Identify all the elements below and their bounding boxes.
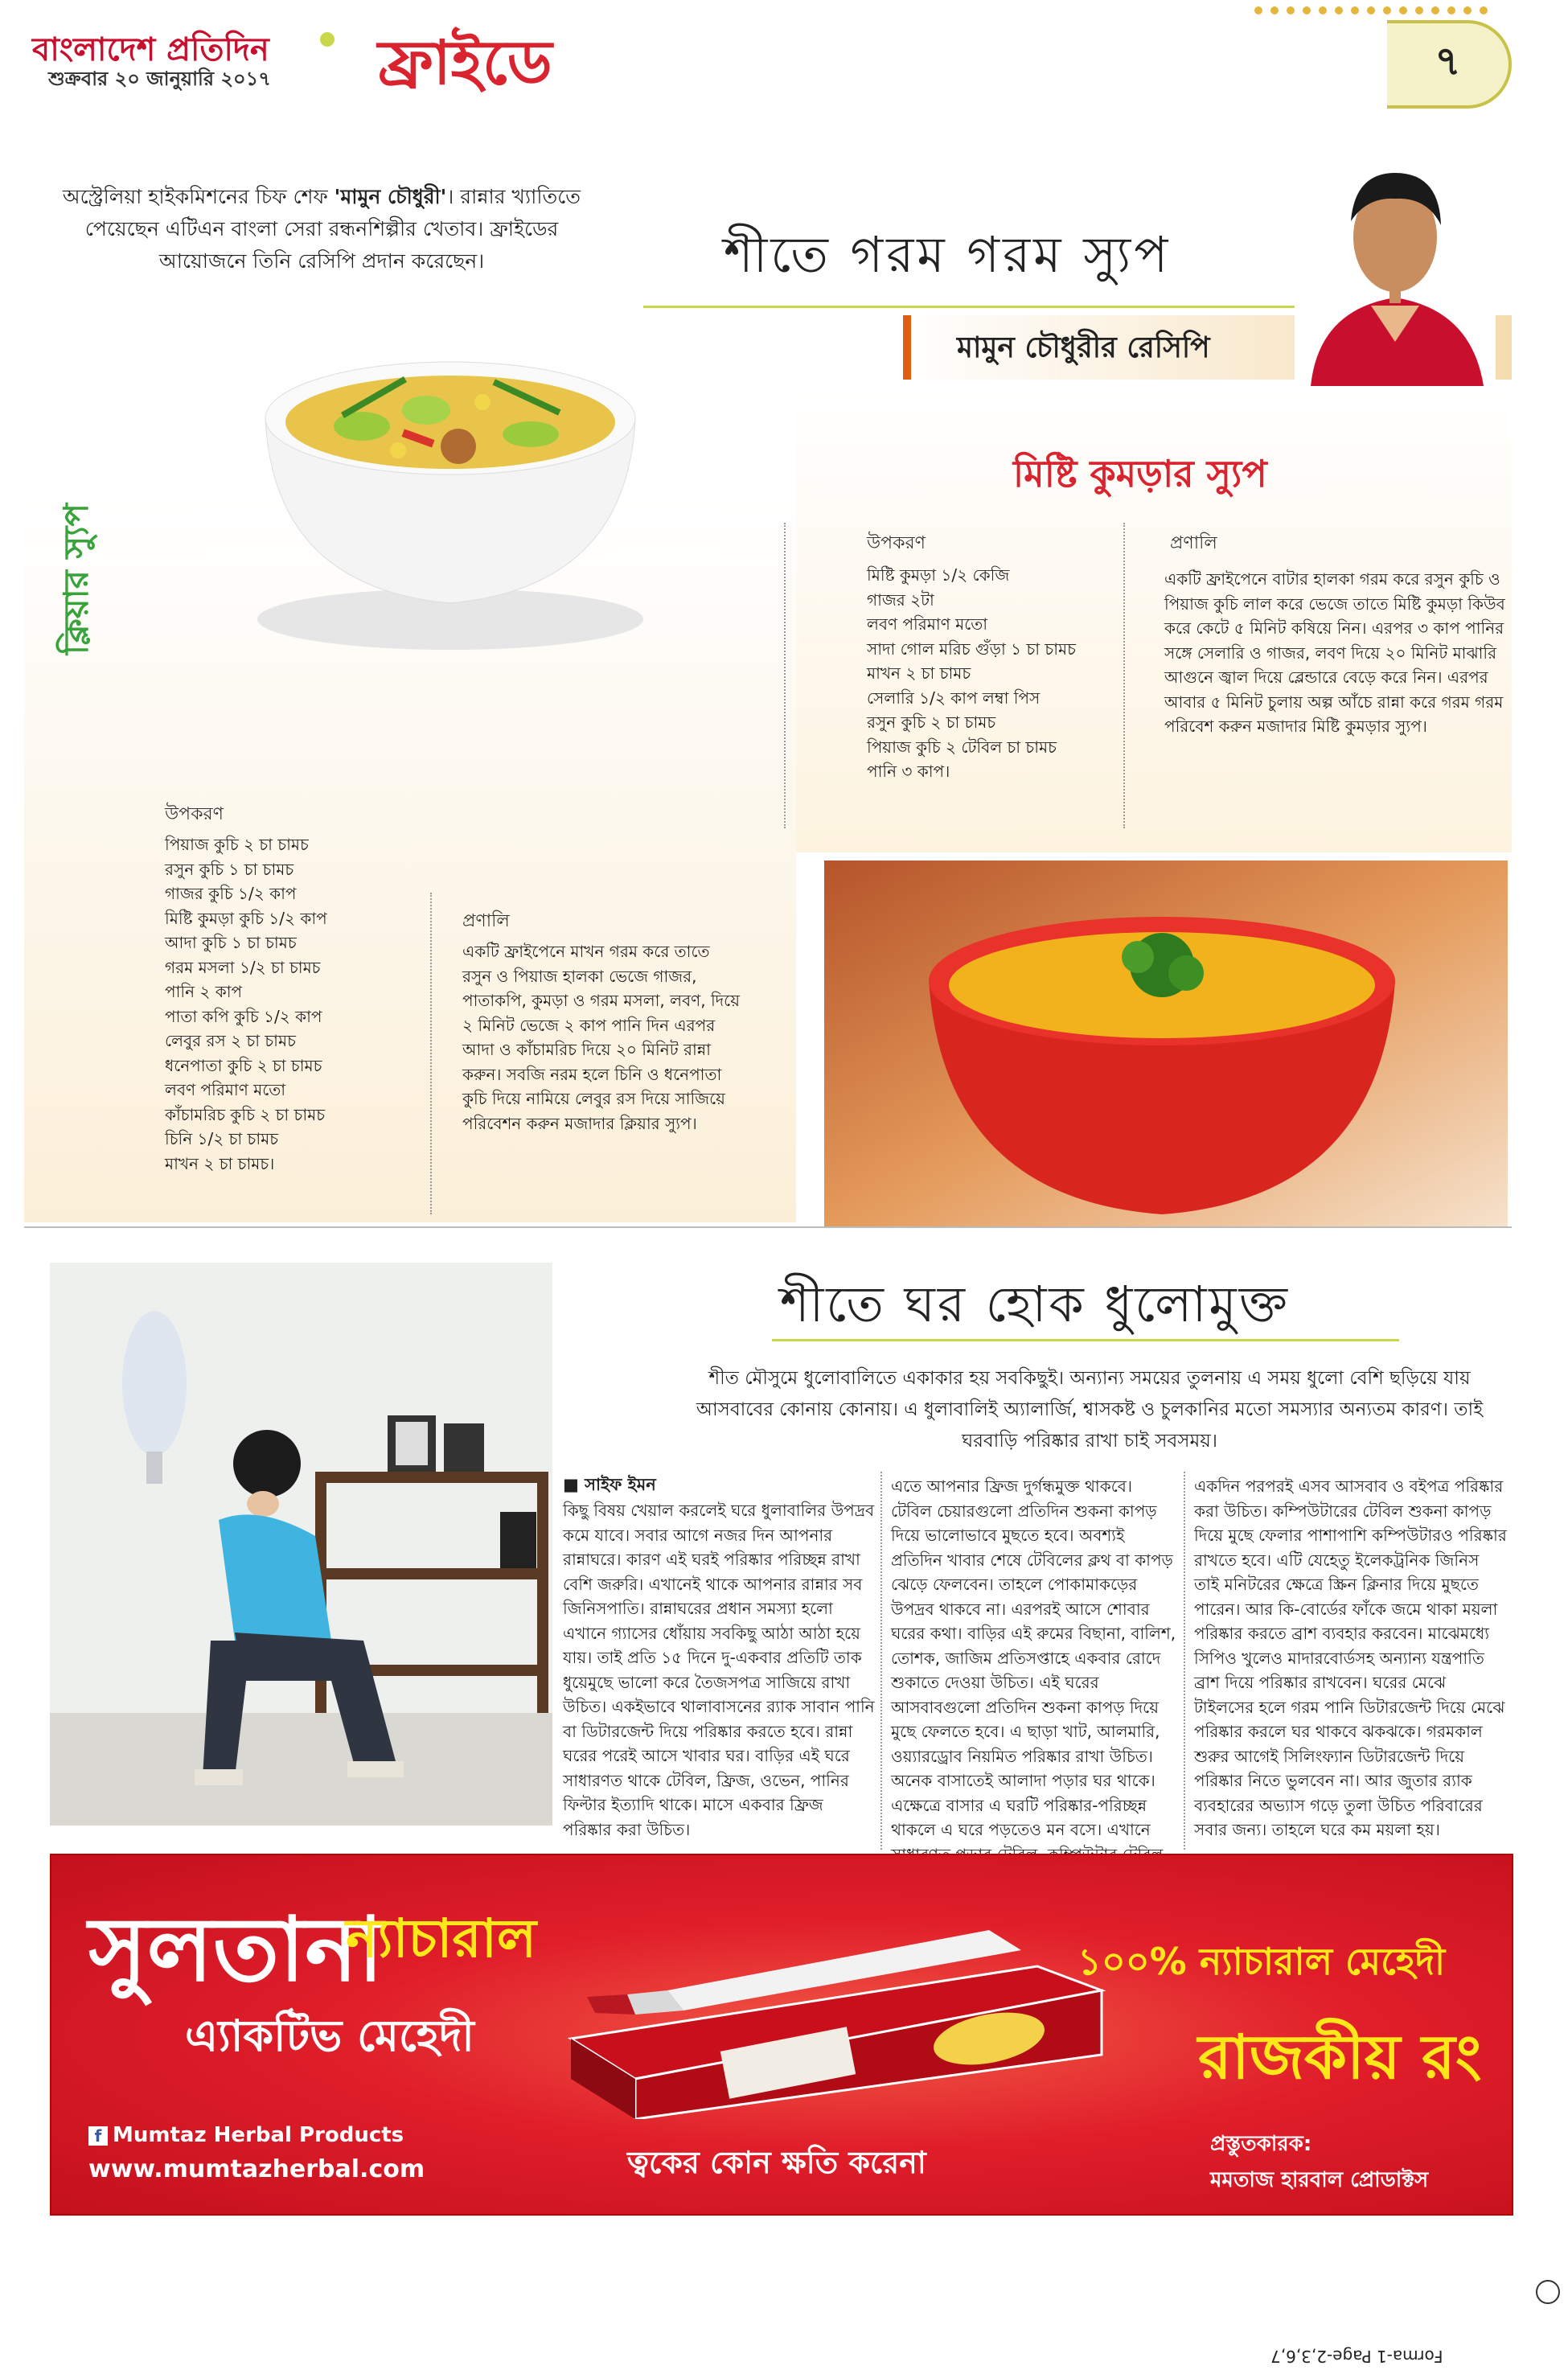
list-item: আদা কুচি ১ চা চামচ — [165, 933, 297, 952]
cleaning-woman-photo — [50, 1263, 552, 1826]
clear-soup-ingredients — [165, 832, 390, 1176]
clear-soup-ingredients-heading: উপকরণ — [165, 804, 224, 824]
ad-facebook[interactable] — [88, 2123, 404, 2147]
clear-soup-title: ক্লিয়ার স্যুপ — [56, 503, 96, 655]
pumpkin-soup-ingredients — [867, 563, 1108, 784]
pumpkin-soup-photo — [824, 860, 1508, 1226]
section-title: ফ্রাইডে — [378, 27, 552, 98]
ad-website-link[interactable]: www.mumtazherbal.com — [88, 2155, 425, 2183]
recipe-title: শীতে গরম গরম স্যুপ — [724, 225, 1172, 284]
recipe-byline: মামুন চৌধুরীর রেসিপি — [957, 331, 1210, 364]
ad-brand-name: সুলতানা — [88, 1897, 384, 2001]
chef-name: 'মামুন চৌধুরী' — [334, 185, 447, 208]
list-item: সাদা গোল মরিচ গুঁড়া ১ চা চামচ — [867, 639, 1076, 659]
list-item: পানি ৩ কাপ। — [867, 762, 950, 781]
byline-accent-bar — [903, 315, 911, 380]
pumpkin-soup-ingredients-heading: উপকরণ — [867, 533, 926, 553]
list-item: মাখন ২ চা চামচ — [867, 663, 971, 683]
facebook-icon: f — [88, 2126, 108, 2146]
list-item: লেবুর রস ২ চা চামচ — [165, 1031, 296, 1050]
ad-maker-label: প্রস্তুতকারক: — [1210, 2132, 1312, 2156]
list-item: লবণ পরিমাণ মতো — [165, 1080, 286, 1099]
issue-date: শুক্রবার ২০ জানুয়ারি ২০১৭ — [48, 68, 271, 90]
ad-skin-claim: ত্বকের কোন ক্ষতি করেনা — [627, 2145, 926, 2180]
column-divider — [1123, 523, 1125, 828]
pumpkin-soup-method-heading: প্রণালি — [1170, 533, 1217, 553]
article-column-2: এতে আপনার ফ্রিজ দুর্গন্ধমুক্ত থাকবে। টেবিল চেয়ারগুলো প্রতিদিন শুকনা কাপড় দিয়ে ভালোভাবে মুছতে হবে। অবশ্যই প্রতিদিন খাবার শেষে টেবিলের ক্লথ বা কাপড় ঝেড়ে ফেলবেন। তাহলে পোকামাকড়ের উপদ্রব থাকবে না। এরপরই আসে শোবার ঘরের কথা। বাড়ির এই রুমের বিছানা, বালিশ, তোশক, জাজিম প্রতিসপ্তাহে একবার রোদে শুকাতে দেওয়া উচিত। এই ঘরের আসবাবগুলো প্রতিদিন শুকনা কাপড় দিয়ে মুছে ফেলতে হবে। এ ছাড়া খাট, আলমারি, ওয়্যারড্রোব নিয়মিত পরিষ্কার রাখা উচিত। অনেক বাসাতেই আলাদা পড়ার ঘর থাকে। এক্ষেত্রে বাসার এ ঘরটি পরিষ্কার-পরিচ্ছন্ন থাকলে এ ঘরে পড়তেও মন বসে। এখানে — [891, 1477, 1176, 1839]
facebook-page-name: Mumtaz Herbal Products — [113, 2123, 404, 2147]
column-divider — [784, 523, 786, 828]
list-item: ধনেপাতা কুচি ২ চা চামচ — [165, 1055, 322, 1075]
title-underline — [643, 306, 1399, 308]
column-divider — [1184, 1472, 1185, 1850]
registration-mark-icon — [1536, 2280, 1560, 2304]
ad-royal-color: রাজকীয় রং — [1198, 2021, 1482, 2093]
article-author: ■ সাইফ ইমন — [563, 1475, 656, 1494]
list-item: পাতা কপি কুচি ১/২ কাপ — [165, 1006, 322, 1026]
article-column-3: একদিন পরপরই এসব আসবাব ও বইপত্র পরিষ্কার করা উচিত। কম্পিউটারের টেবিল শুকনা কাপড় দিয়ে মুছে ফেলার পাশাপাশি কম্পিউটারও পরিষ্কার রাখতে হবে। এটি যেহেতু ইলেকট্রনিক জিনিস তাই মনিটরের ক্ষেত্রে স্ক্রিন ক্লিনার দিয়ে মুছতে পারেন। আর কি-বোর্ডের ফাঁকে জমে থাকা ময়লা পরিষ্কার করতে ব্রাশ ব্যবহার করবেন। মাঝেমধ্যে সিপিও খুলেও মাদারবোর্ডসহ অন্যান্য যন্ত্রপাতি ব্রাশ দিয়ে পরিষ্কার রাখবেন। ঘরের মেঝে টাইলসের হলে গরম পানি ডিটারজেন্ট দিয়ে মেঝে পরিষ্কার করলে ঘর থাকবে ঝকঝকে। গরমকাল শুরুর আগেই সিলিংফ্যান ডিটারজেন্ট দিয়ে পরিষ্কার নিতে ভুলবেন না। আর জুতার র‌্যাক ব্যবহারের অভ্যাস গড়ে তুলা উচিত পরিবারের সবার জন্য। তাহলে ঘরে কম ময়লা হয়। — [1194, 1477, 1507, 1839]
title-underline — [772, 1339, 1399, 1341]
list-item: পানি ২ কাপ — [165, 982, 243, 1001]
forma-label: Forma-1 Page-2,3,6,7 — [1270, 2347, 1443, 2366]
pumpkin-soup-title: মিষ্টি কুমড়ার স্যুপ — [1013, 452, 1267, 495]
list-item: পিয়াজ কুচি ২ টেবিল চা চামচ — [867, 737, 1057, 757]
list-item: গরম মসলা ১/২ চা চামচ — [165, 957, 321, 977]
list-item: মিষ্টি কুমড়া কুচি ১/২ কাপ — [165, 908, 327, 928]
list-item: কাঁচামরিচ কুচি ২ চা চামচ — [165, 1104, 326, 1124]
pumpkin-soup-method: একটি ফ্রাইপেনে বাটার হালকা গরম করে রসুন কুচি ও পিয়াজ কুচি লাল করে ভেজে তাতে মিষ্টি কুমড়া কিউব করে কেটে ৫ মিনিট কষিয়ে নিন। এরপর ৩ কাপ পানির সঙ্গে সেলারি ও গাজর, লবণ দিয়ে ২০ মিনিট মাঝারি আগুনে জ্বাল দিয়ে ব্লেন্ডারে বেড়ে করে নিন। এরপর আবার ৫ মিনিট চুলায় অল্প আঁচে রান্না করে গরম গরম পরিবেশ করুন মজাদার মিষ্টি কুমড়ার স্যুপ। — [1164, 569, 1505, 736]
list-item: মিষ্টি কুমড়া ১/২ কেজি — [867, 565, 1010, 585]
chef-photo — [1295, 133, 1496, 386]
dust-article-intro: শীত মৌসুমে ধুলোবালিতে একাকার হয় সবকিছুই। অন্যান্য সময়ের তুলনায় এ সময় ধুলো বেশি ছড়িয়ে যায় আসবাবের কোনায় কোনায়। এ ধুলাবালিই অ্যালার্জি, শ্বাসকষ্ট ও চুলকানির মতো সমস্যার অন্যতম কারণ। তাই ঘরবাড়ি পরিষ্কার রাখা চাই সবসময়। — [696, 1368, 1484, 1452]
ad-maker-name: মমতাজ হারবাল প্রোডাক্টস — [1210, 2168, 1429, 2192]
list-item: গাজর কুচি ১/২ কাপ — [165, 884, 297, 903]
column-divider — [880, 1472, 882, 1850]
page-number-tab — [1387, 20, 1512, 109]
clear-soup-method: একটি ফ্রাইপেনে মাখন গরম করে তাতে রসুন ও পিয়াজ হালকা ভেজে গাজর, পাতাকপি, কুমড়া ও গরম মসলা, লবণ, দিয়ে ২ মিনিট ভেজে ২ কাপ পানি দিন এরপর আদা ও কাঁচামরিচ দিয়ে ২০ মিনিট রান্না করুন। সবজি নরম হলে চিনি ও ধনেপাতা কুচি দিয়ে নামিয়ে লেবুর রস দিয়ে সাজিয়ে পরিবেশন করুন মজাদার ক্লিয়ার স্যুপ। — [462, 942, 740, 1133]
article-column-1: কিছু বিষয় খেয়াল করলেই ঘরে ধুলাবালির উপদ্রব কমে যাবে। সবার আগে নজর দিন আপনার রান্নাঘরে। কারণ এই ঘরই পরিষ্কার পরিচ্ছন্ন রাখা বেশি জরুরি। এখানেই থাকে আপনার রান্নার সব জিনিসপাতি। রান্নাঘরের প্রধান সমস্যা হলো এখানে গ্যাসের ধোঁয়ায় সবকিছু আঠা আঠা হয়ে যায়। তাই প্রতি ১৫ দিনে দু-একবার প্রতিটি তাক ধুয়েমুছে ভালো করে তৈজসপত্র সাজিয়ে রাখা উচিত। একইভাবে থালাবাসনের র‌্যাক সাবান পানি বা ডিটারজেন্ট দিয়ে পরিষ্কার করতে হবে। রান্না ঘরের পরেই আসে খাবার ঘর। বাড়ির এই ঘরে সাধারণত থাকে টেবিল, ফ্রিজ, ওভেন, পানির ফিল্টার ইত্যাদি থাকে। মাসে একবার ফ্রিজ পরিষ্কার করা উচিত। — [563, 1501, 875, 1839]
list-item: সেলারি ১/২ কাপ লম্বা পিস — [867, 688, 1041, 708]
intro-text-2: । রান্নার খ্যাতিতে পেয়েছেন এটিএন বাংলা সেরা রন্ধনশিল্পীর খেতাব। ফ্রাইডের আয়োজনে তিনি রেসিপি প্রদান করেছেন। — [84, 185, 581, 273]
column-divider — [430, 893, 432, 1214]
list-item: লবণ পরিমাণ মতো — [867, 614, 988, 634]
dust-article-title: শীতে ঘর হোক ধুলোমুক্ত — [780, 1275, 1290, 1333]
intro-text: অস্ট্রেলিয়া হাইকমিশনের চিফ শেফ — [62, 185, 335, 208]
section-divider — [24, 1226, 1512, 1228]
recipe-intro — [48, 181, 595, 277]
clear-soup-method-heading: প্রণালি — [462, 911, 510, 931]
list-item: গাজর ২টা — [867, 589, 934, 610]
ad-brand-natural: ন্যাচারাল — [346, 1908, 537, 1969]
henna-product-pack — [539, 1918, 1118, 2119]
ad-subtitle: এ্যাকটিভ মেহেদী — [185, 2011, 474, 2061]
clear-soup-photo — [217, 314, 683, 651]
list-item: রসুন কুচি ১ চা চামচ — [165, 859, 294, 879]
list-item: পিয়াজ কুচি ২ চা চামচ — [165, 835, 309, 854]
page-number: ৭ — [1435, 37, 1461, 84]
masthead: বাংলাদেশ প্রতিদিন — [32, 31, 269, 68]
list-item: মাখন ২ চা চামচ। — [165, 1153, 275, 1173]
list-item: রসুন কুচি ২ চা চামচ — [867, 713, 996, 732]
list-item: চিনি ১/২ চা চামচ — [165, 1129, 279, 1148]
separator-dot — [320, 32, 335, 47]
ad-natural-claim: ১০০% ন্যাচারাল মেহেদী — [1077, 1940, 1446, 1983]
